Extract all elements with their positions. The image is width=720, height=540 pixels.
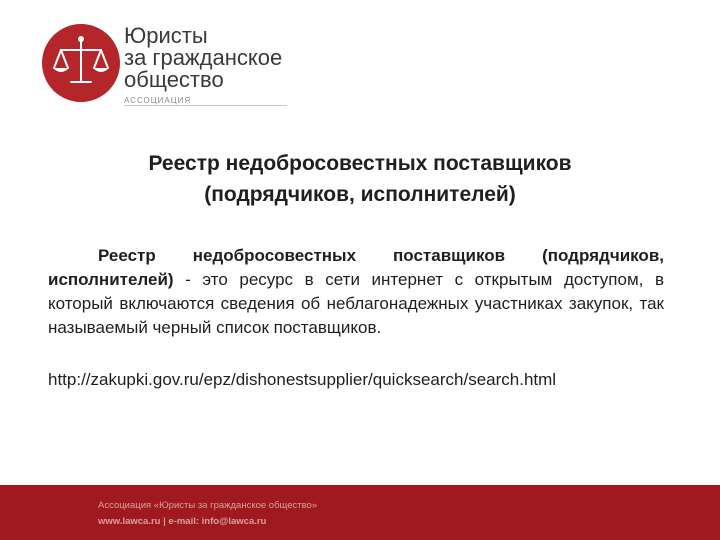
logo [42, 24, 302, 114]
logo-divider [124, 105, 287, 106]
slide-title [40, 148, 680, 210]
registry-link[interactable]: http://zakupki.gov.ru/epz/dishonestsupplier/quicksearch/search.html [48, 370, 557, 389]
logo-name-line3: общество [124, 67, 224, 92]
paragraph-text: - это ресурс в сети интернет с открытым доступом, в который включаются сведения об неблагонадежных участниках закупок, так называемый черный список поставщиков. [48, 270, 664, 337]
footer-association: Ассоциация «Юристы за гражданское общество» [98, 500, 318, 511]
scales-of-justice-icon [42, 24, 120, 102]
logo-name-line2: за гражданское [124, 45, 283, 70]
logo-emblem [42, 24, 120, 102]
paragraph-lead: Реестр недобросовестных поставщиков (подрядчиков, исполнителей) [48, 246, 664, 289]
footer-bar [0, 485, 720, 540]
logo-subtitle: АССОЦИАЦИЯ [124, 96, 192, 105]
footer-contacts: www.lawca.ru | e-mail: info@lawca.ru [98, 516, 267, 527]
logo-name-line1: Юристы [124, 23, 208, 48]
slide-title-line2: (подрядчиков, исполнителей) [204, 183, 516, 206]
body-paragraph [48, 244, 664, 340]
logo-name [124, 25, 282, 91]
slide-title-line1: Реестр недобросовестных поставщиков [148, 152, 572, 175]
